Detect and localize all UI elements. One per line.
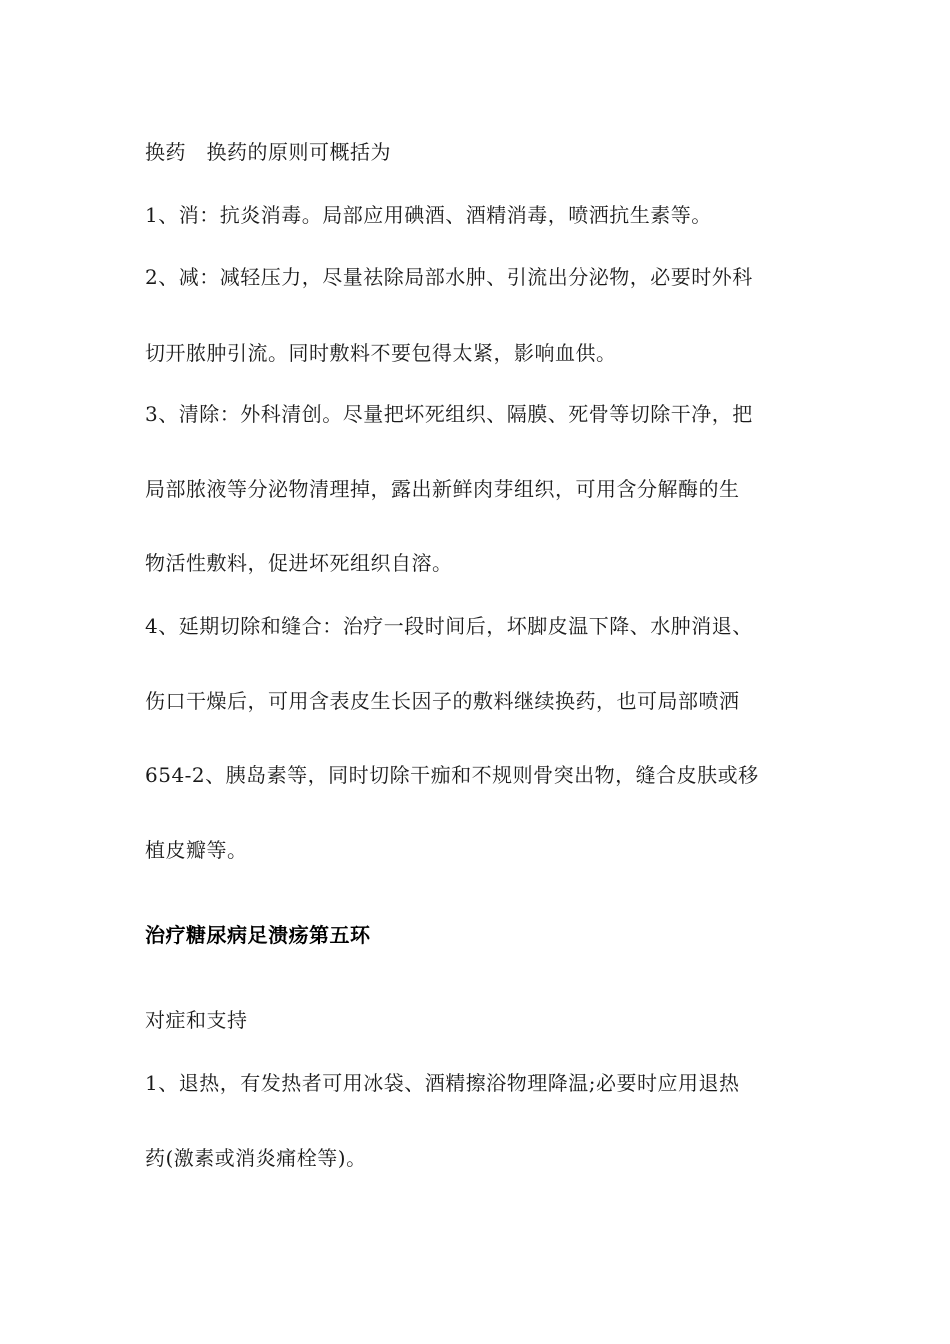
paragraph-line: 植皮瓣等。 [145, 838, 248, 862]
paragraph-line: 药(激素或消炎痛栓等)。 [145, 1146, 367, 1170]
paragraph-line: 局部脓液等分泌物清理掉，露出新鲜肉芽组织，可用含分解酶的生 [145, 477, 740, 501]
paragraph-line: 1、消：抗炎消毒。局部应用碘酒、酒精消毒，喷洒抗生素等。 [145, 203, 712, 227]
section-heading: 治疗糖尿病足溃疡第五环 [145, 923, 371, 947]
paragraph-line: 物活性敷料，促进坏死组织自溶。 [145, 551, 453, 575]
paragraph-line: 4、延期切除和缝合：治疗一段时间后，坏脚皮温下降、水肿消退、 [145, 614, 753, 638]
paragraph-line: 1、退热，有发热者可用冰袋、酒精擦浴物理降温;必要时应用退热 [145, 1071, 740, 1095]
paragraph-line: 2、减：减轻压力，尽量祛除局部水肿、引流出分泌物，必要时外科 [145, 265, 753, 289]
paragraph-line: 3、清除：外科清创。尽量把坏死组织、隔膜、死骨等切除干净，把 [145, 402, 753, 426]
paragraph-line: 切开脓肿引流。同时敷料不要包得太紧，影响血供。 [145, 341, 617, 365]
section-subtitle: 对症和支持 [145, 1008, 248, 1032]
paragraph-line: 换药 换药的原则可概括为 [145, 140, 391, 164]
paragraph-line: 654-2、胰岛素等，同时切除干痂和不规则骨突出物，缝合皮肤或移 [145, 763, 759, 787]
paragraph-line: 伤口干燥后，可用含表皮生长因子的敷料继续换药，也可局部喷洒 [145, 689, 740, 713]
